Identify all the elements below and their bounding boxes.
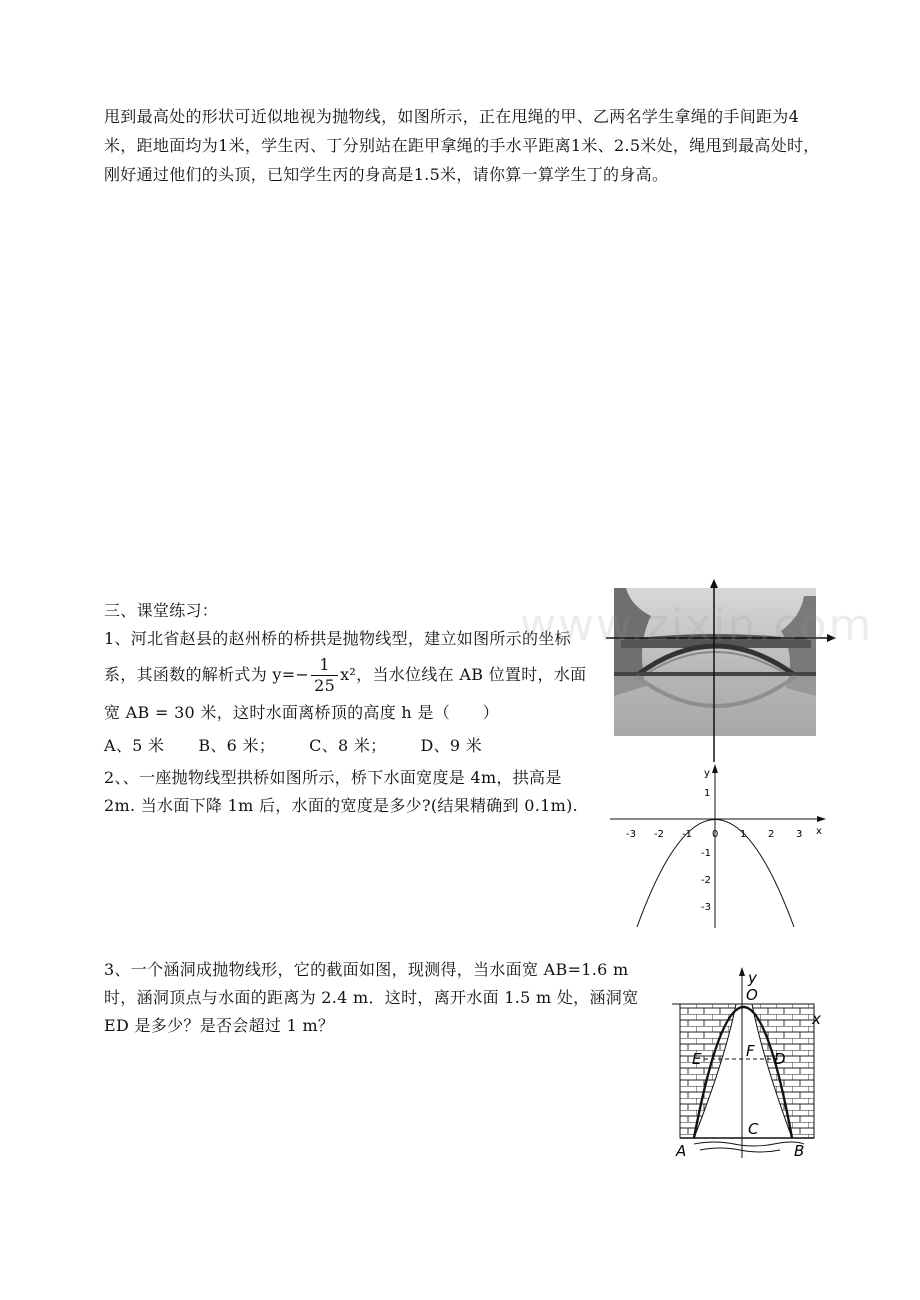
culvert-label-b: B bbox=[794, 1142, 805, 1160]
culvert-label-a: A bbox=[676, 1142, 687, 1160]
culvert-label-c: C bbox=[748, 1120, 759, 1138]
graph-x-tick: 3 bbox=[796, 829, 803, 840]
question-2: 2、、一座抛物线型拱桥如图所示，桥下水面宽度是 4m，拱高是 2m. 当水面下降 1m 后，水面的宽度是多少?(结果精确到 0.1m). bbox=[104, 768, 578, 815]
graph-x-tick: -2 bbox=[654, 829, 664, 840]
graph-y-tick: -1 bbox=[701, 848, 711, 859]
culvert-label-y: y bbox=[748, 969, 757, 987]
graph-y-tick: -3 bbox=[701, 902, 711, 913]
culvert-water-wave bbox=[694, 1142, 804, 1146]
section-title: 三、课堂练习： bbox=[104, 601, 219, 620]
graph-x-label: x bbox=[816, 826, 822, 837]
photo-y-arrow bbox=[710, 579, 718, 588]
culvert-label-x: x bbox=[812, 1010, 821, 1028]
fraction-denominator: 25 bbox=[314, 676, 336, 695]
graph-y-tick: 1 bbox=[704, 788, 711, 799]
graph-y-ticks bbox=[701, 788, 711, 913]
watermark: www.zixin.com bbox=[520, 600, 874, 651]
graph-x-tick: 2 bbox=[768, 829, 775, 840]
culvert-label-f: F bbox=[746, 1042, 755, 1060]
option-d: D、9 米 bbox=[420, 736, 483, 755]
culvert-label-e: E bbox=[692, 1050, 702, 1068]
graph-x-arrow bbox=[817, 816, 826, 822]
culvert-label-d: D bbox=[774, 1050, 786, 1068]
fraction bbox=[311, 655, 338, 696]
graph-x-tick: 0 bbox=[712, 829, 719, 840]
graph-x-ticks bbox=[626, 829, 802, 840]
graph-x-tick: 1 bbox=[740, 829, 747, 840]
question-3: 3、一个涵洞成抛物线形，它的截面如图，现测得，当水面宽 AB=1.6 m 时，涵洞顶点与水面的距离为 2.4 m．这时，离开水面 1.5 m 处，涵洞宽 ED 是多少？是否会超过 1 m？ bbox=[104, 960, 639, 1035]
question-1-text-b: x²，当水位线在 AB 位置时，水面宽 AB = 30 米，这时水面离桥顶的高度 h 是（ ） bbox=[104, 665, 587, 722]
option-a: A、5 米 bbox=[104, 736, 165, 755]
question-1-text-a: 1、河北省赵县的赵州桥的桥拱是抛物线型，建立如图所示的坐标系，其函数的解析式为 y=− bbox=[104, 629, 571, 684]
graph-x-tick: -3 bbox=[626, 829, 636, 840]
question-1-options bbox=[104, 729, 591, 762]
water bbox=[614, 676, 816, 736]
graph-y-label: y bbox=[704, 768, 710, 779]
option-b: B、6 米； bbox=[198, 736, 276, 755]
question-1 bbox=[104, 622, 591, 762]
graph-y-tick: -2 bbox=[701, 875, 711, 886]
graph-y-arrow bbox=[712, 764, 718, 773]
culvert-diagram bbox=[664, 966, 830, 1162]
culvert-y-arrow bbox=[739, 967, 745, 976]
water-line bbox=[614, 672, 816, 676]
parabola-graph bbox=[604, 762, 830, 932]
culvert-water-wave bbox=[700, 1148, 780, 1152]
intro-paragraph: 甩到最高处的形状可近似地视为抛物线，如图所示，正在甩绳的甲、乙两名学生拿绳的手间距为4米，距地面均为1米，学生丙、丁分别站在距甲拿绳的手水平距离1米、2.5米处，绳甩到最高处时，刚好通过他们的头顶，已知学生丙的身高是1.5米，请你算一算学生丁的身高。 bbox=[104, 107, 820, 184]
fraction-numerator: 1 bbox=[311, 655, 338, 676]
culvert-label-o: O bbox=[746, 986, 758, 1004]
option-c: C、8 米； bbox=[309, 736, 387, 755]
graph-x-tick: -1 bbox=[682, 829, 692, 840]
